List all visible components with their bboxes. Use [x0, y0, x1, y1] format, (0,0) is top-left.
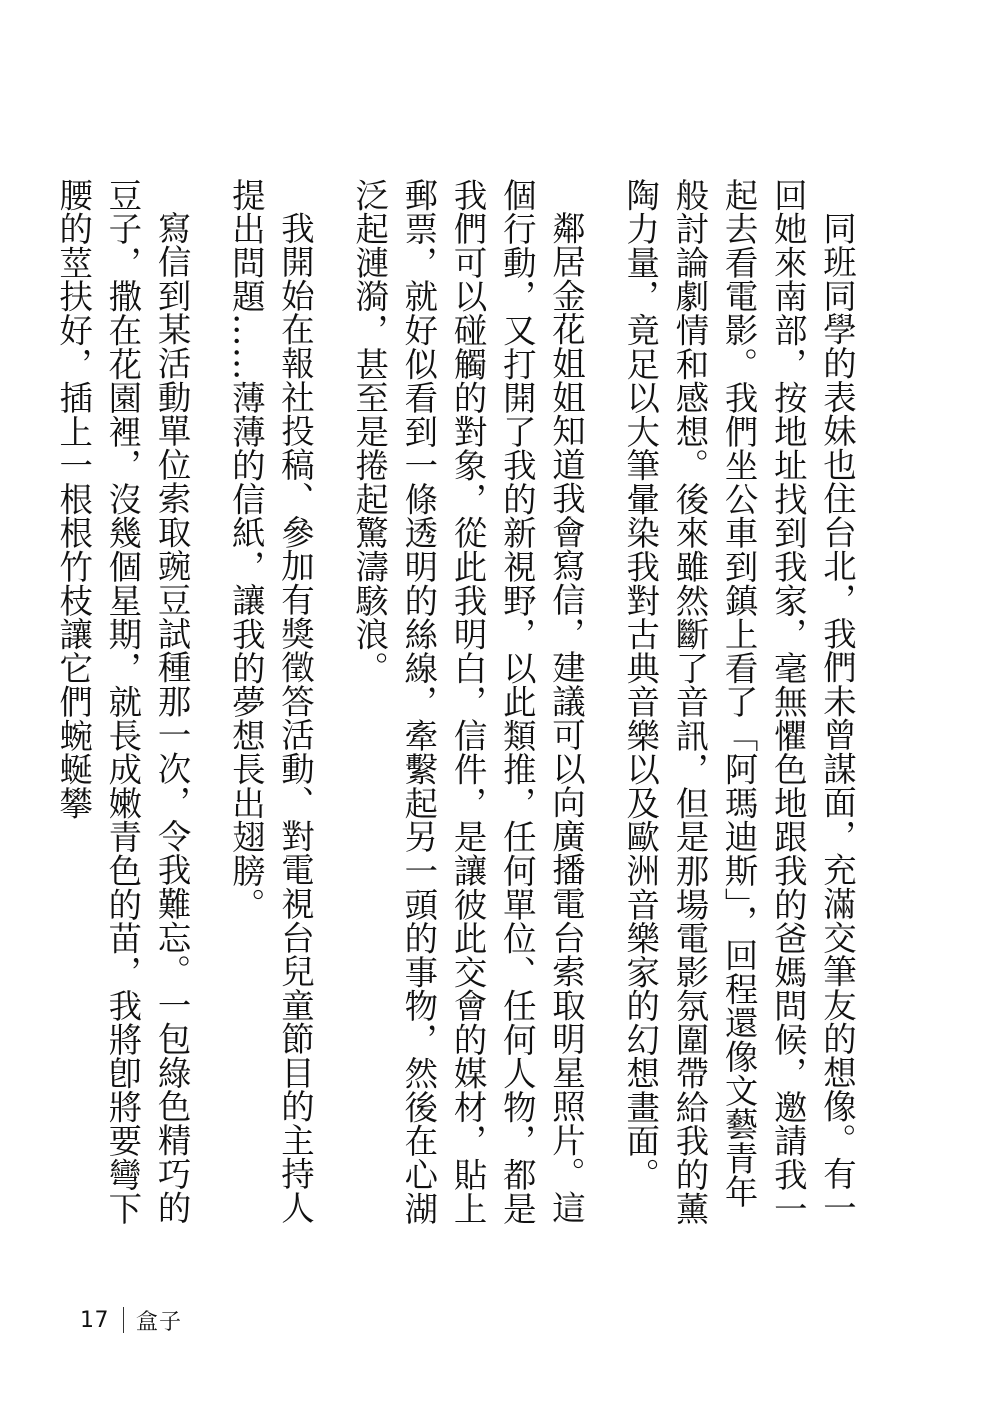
paragraph-4: 寫信到某活動單位索取豌豆試種那一次，令我難忘。一包綠色精巧的豆子，撒在花園裡，沒幾個星期，就長成嫩青色的苗，我將卽將要彎下腰的莖扶好，插上一根根竹枝讓它們蜿蜒攀 [54, 178, 192, 1226]
paragraph-3: 我開始在報社投稿、參加有獎徵答活動、對電視台兒童節目的主持人提出問題……薄薄的信紙，讓我的夢想長出翅膀。 [226, 178, 315, 1225]
paragraph-2: 鄰居金花姐姐知道我會寫信，建議可以向廣播電台索取明星照片。這個行動，又打開了我的新視野，以此類推，任何單位、任何人物，都是我們可以碰觸的對象，從此我明白，信件，是讓彼此交會的媒材，貼上郵票，就好似看到一條透明的絲線，牽繫起另一頭的事物，然後在心湖泛起漣漪，甚至是捲起驚濤駭浪。 [350, 178, 586, 1226]
paragraph-1: 同班同學的表妹也住台北，我們未曾謀面，充滿交筆友的想像。有一回她來南部，按地址找到我家，毫無懼色地跟我的爸媽問候，邀請我一起去看電影。我們坐公車到鎮上看了「阿瑪迪斯」，回程還像文藝青年般討論劇情和感想。後來雖然斷了音訊，但是那場電影氛圍帶給我的薰陶力量，竟足以大筆暈染我對古典音樂以及歐洲音樂家的幻想畫面。 [621, 178, 857, 1226]
page-footer [80, 1300, 182, 1340]
page-number: 17 [80, 1307, 109, 1333]
footer-divider [123, 1307, 124, 1333]
vertical-text-body [54, 178, 862, 1238]
chapter-title: 盒子 [136, 1309, 183, 1335]
